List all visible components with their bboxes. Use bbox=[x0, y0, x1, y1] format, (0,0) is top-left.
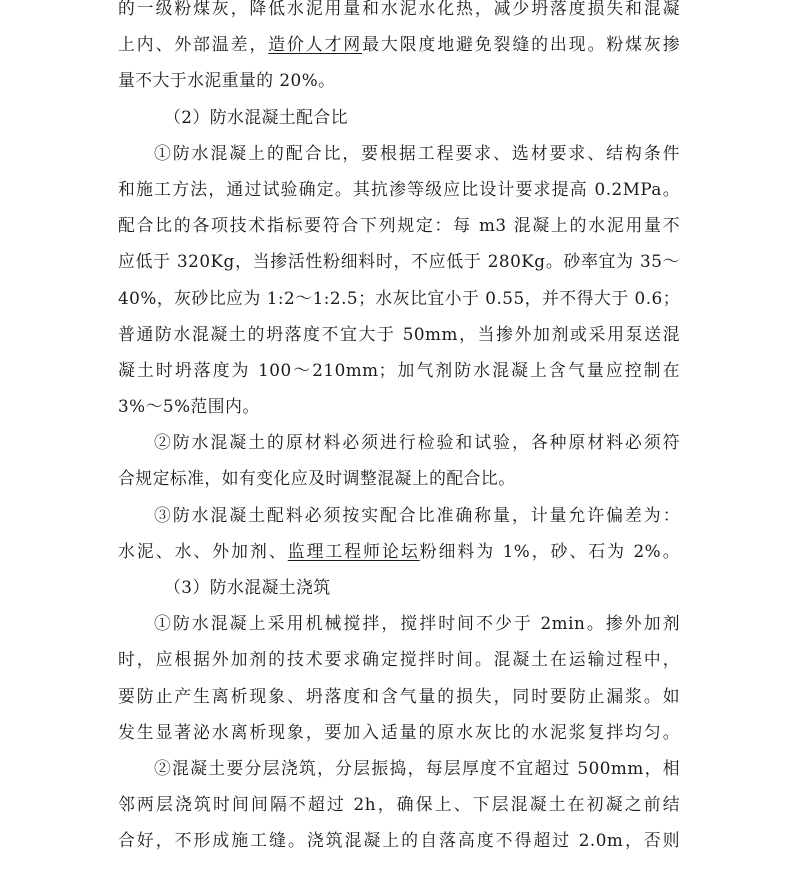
text-line-23: 邻两层浇筑时间间隔不超过 2h，确保上、下层混凝土在初凝之前结 bbox=[118, 794, 680, 815]
text-line-2: 上内、外部温差，造价人才网最大限度地避免裂缝的出现。粉煤灰掺 bbox=[118, 34, 680, 55]
link-zaojia-rencai[interactable]: 造价人才网 bbox=[268, 34, 363, 55]
text-line-16: 水泥、水、外加剂、监理工程师论坛粉细料为 1%，砂、石为 2%。 bbox=[118, 540, 680, 561]
text-line-24: 合好，不形成施工缝。浇筑混凝上的自落高度不得超过 2.0m，否则 bbox=[118, 830, 680, 851]
text-line-8: 应低于 320Kg，当掺活性粉细料时，不应低于 280Kg。砂率宜为 35～ bbox=[118, 251, 680, 272]
text-line-14: 合规定标准，如有变化应及时调整混凝上的配合比。 bbox=[118, 468, 516, 489]
text-line-3: 量不大于水泥重量的 20%。 bbox=[118, 70, 336, 91]
text-line-1: 的一级粉煤灰，降低水泥用量和水泥水化热，减少坍落度损失和混凝 bbox=[118, 0, 680, 18]
text-line-13: ②防水混凝土的原材料必须进行检验和试验，各种原材料必须符 bbox=[154, 432, 680, 453]
text-line-7: 配合比的各项技术指标要符合下列规定：每 m3 混凝上的水泥用量不 bbox=[118, 215, 680, 236]
text-line-22: ②混凝土要分层浇筑，分层振捣，每层厚度不宜超过 500mm，相 bbox=[154, 757, 680, 778]
text-line-19: 时，应根据外加剂的技术要求确定搅拌时间。混凝土在运输过程中， bbox=[118, 649, 680, 670]
text-line-9: 40%，灰砂比应为 1:2～1:2.5；水灰比宜小于 0.55，并不得大于 0.6； bbox=[118, 287, 680, 308]
text-line-21: 发生显著泌水离析现象，要加入适量的原水灰比的水泥浆复拌均匀。 bbox=[118, 721, 680, 742]
text-line-10: 普通防水混凝土的坍落度不宜大于 50mm，当掺外加剂或采用泵送混 bbox=[118, 323, 680, 344]
text-line-11: 凝土时坍落度为 100～210mm；加气剂防水混凝上含气量应控制在 bbox=[118, 359, 680, 380]
link-jianli-luntan[interactable]: 监理工程师论坛 bbox=[287, 540, 420, 561]
text-line-15: ③防水混凝土配料必须按实配合比准确称量，计量允许偏差为： bbox=[154, 504, 680, 525]
text-line-6: 和施工方法，通过试验确定。其抗渗等级应比设计要求提高 0.2MPa。 bbox=[118, 178, 680, 199]
text-line-5: ①防水混凝上的配合比，要根据工程要求、选材要求、结构条件 bbox=[154, 142, 680, 163]
text-line-20: 要防止产生离析现象、坍落度和含气量的损失，同时要防止漏浆。如 bbox=[118, 685, 680, 706]
section-heading-2: （2）防水混凝土配合比 bbox=[164, 106, 348, 127]
text-line-12: 3%～5%范围内。 bbox=[118, 396, 260, 417]
text-line-18: ①防水混凝上采用机械搅拌，搅拌时间不少于 2min。掺外加剂 bbox=[154, 613, 680, 634]
section-heading-3: （3）防水混凝土浇筑 bbox=[164, 577, 331, 597]
